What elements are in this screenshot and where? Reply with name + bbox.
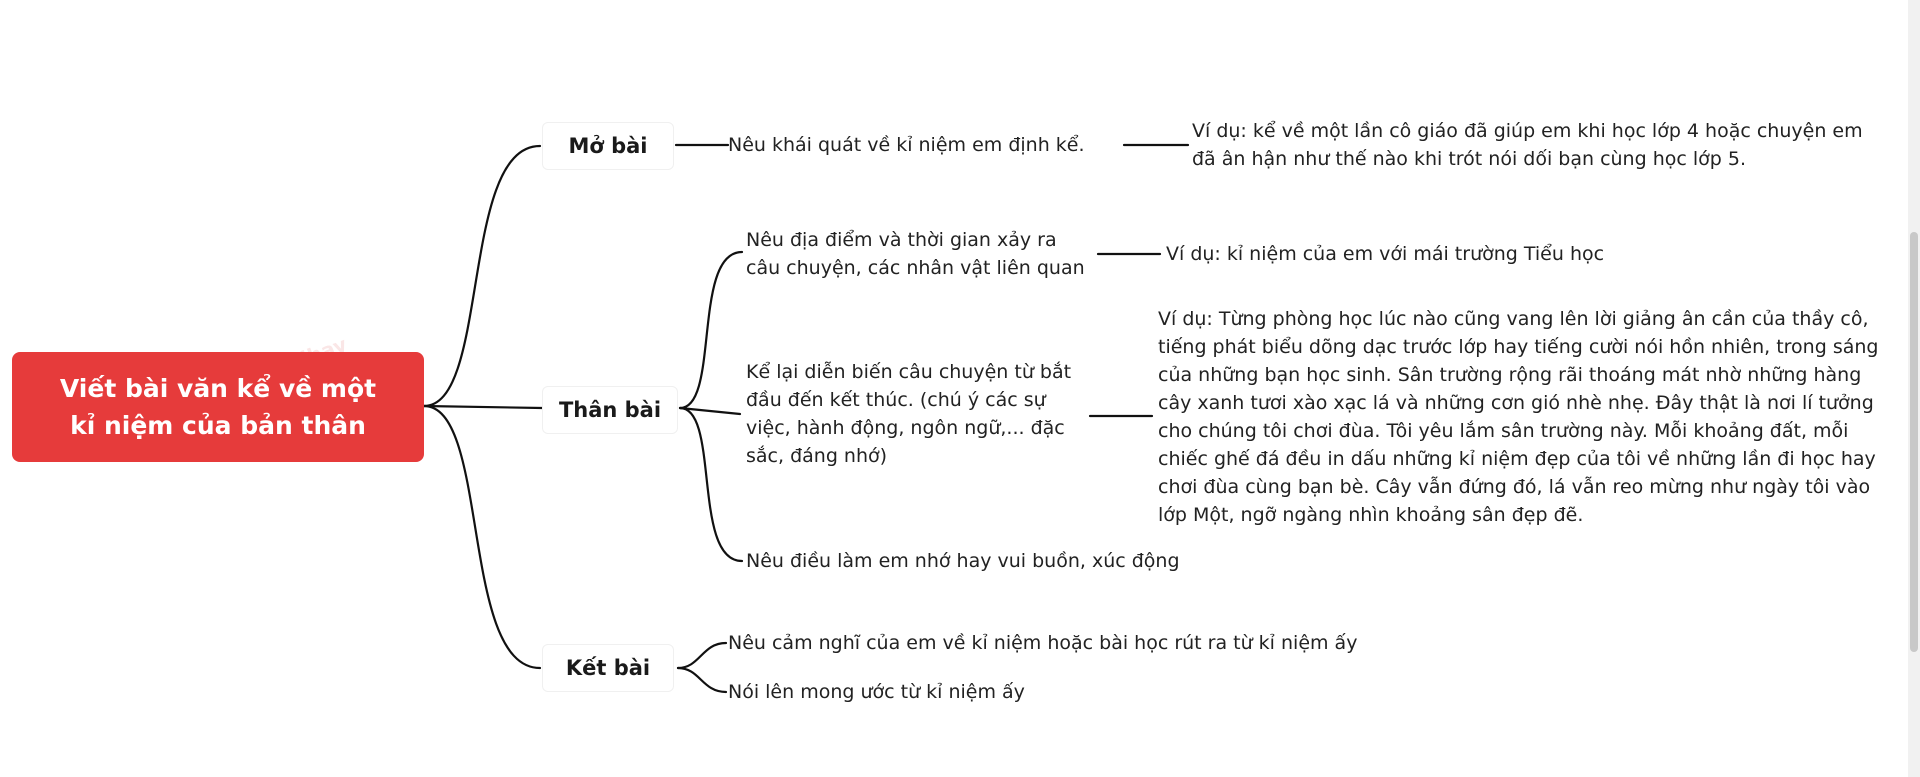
- root-title: Viết bài văn kể về một kỉ niệm của bản thân: [59, 374, 377, 440]
- root-node[interactable]: [12, 352, 424, 462]
- mo-bai-point[interactable]: Nêu khái quát về kỉ niệm em định kể.: [728, 134, 1085, 156]
- connector-ket-bai-point1: [678, 643, 726, 668]
- mo-bai-example[interactable]: Ví dụ: kể về một lần cô giáo đã giúp em khi học lớp 4 hoặc chuyện em đã ân hận như thế nào khi trót nói dối bạn cùng học lớp 5.: [1192, 120, 1863, 170]
- connector-ket-bai-point2: [678, 668, 726, 692]
- ket-bai-point1[interactable]: Nêu cảm nghĩ của em về kỉ niệm hoặc bài học rút ra từ kỉ niệm ấy: [728, 632, 1358, 654]
- connector-root-than-bai: [424, 406, 542, 408]
- ket-bai-point2[interactable]: Nói lên mong ước từ kỉ niệm ấy: [728, 681, 1025, 703]
- connector-root-mo-bai: [424, 146, 540, 406]
- than-bai-example2[interactable]: Ví dụ: Từng phòng học lúc nào cũng vang lên lời giảng ân cần của thầy cô, tiếng phát biểu dõng dạc trước lớp hay tiếng cười nói hồn nhiên, trong sáng của những bạn học sinh. Sân trường rộng rãi thoáng mát nhờ những hàng cây xanh tươi xào xạc lá và những cơn gió nhè nhẹ. Đây thật là nơi lí tưởng cho chúng tôi chơi đùa. Tôi yêu lắm sân trường này. Mỗi khoảng đất, mỗi chiếc ghế đá đều in dấu những kỉ niệm đẹp của tôi về những lần đi học hay chơi đùa cùng bạn bè. Cây vẫn đứng đó, lá vẫn reo mừng như ngày tôi vào lớp Một, ngỡ ngàng nhìn khoảng sân đẹp đẽ.: [1158, 308, 1879, 526]
- branch-label: Mở bài: [568, 134, 648, 158]
- branch-label: Kết bài: [565, 656, 651, 680]
- branch-mo-bai[interactable]: [542, 122, 674, 170]
- than-bai-point1[interactable]: Nêu địa điểm và thời gian xảy ra câu chuyện, các nhân vật liên quan: [746, 229, 1085, 279]
- connector-than-bai-point3: [680, 408, 742, 561]
- vertical-scrollbar[interactable]: [1908, 0, 1920, 777]
- than-bai-example1[interactable]: Ví dụ: kỉ niệm của em với mái trường Tiểu học: [1166, 243, 1605, 265]
- branch-than-bai[interactable]: [542, 386, 678, 434]
- connector-than-bai-point1: [680, 252, 742, 408]
- than-bai-point2[interactable]: Kể lại diễn biến câu chuyện từ bắt đầu đến kết thúc. (chú ý các sự việc, hành động, ngôn ngữ,... đặc sắc, đáng nhớ): [746, 361, 1072, 467]
- connector-root-ket-bai: [424, 406, 540, 668]
- than-bai-point3[interactable]: Nêu điều làm em nhớ hay vui buồn, xúc động: [746, 550, 1180, 572]
- branch-label: Thân bài: [558, 398, 662, 422]
- branch-ket-bai[interactable]: [542, 644, 674, 692]
- scrollbar-thumb[interactable]: [1910, 232, 1918, 652]
